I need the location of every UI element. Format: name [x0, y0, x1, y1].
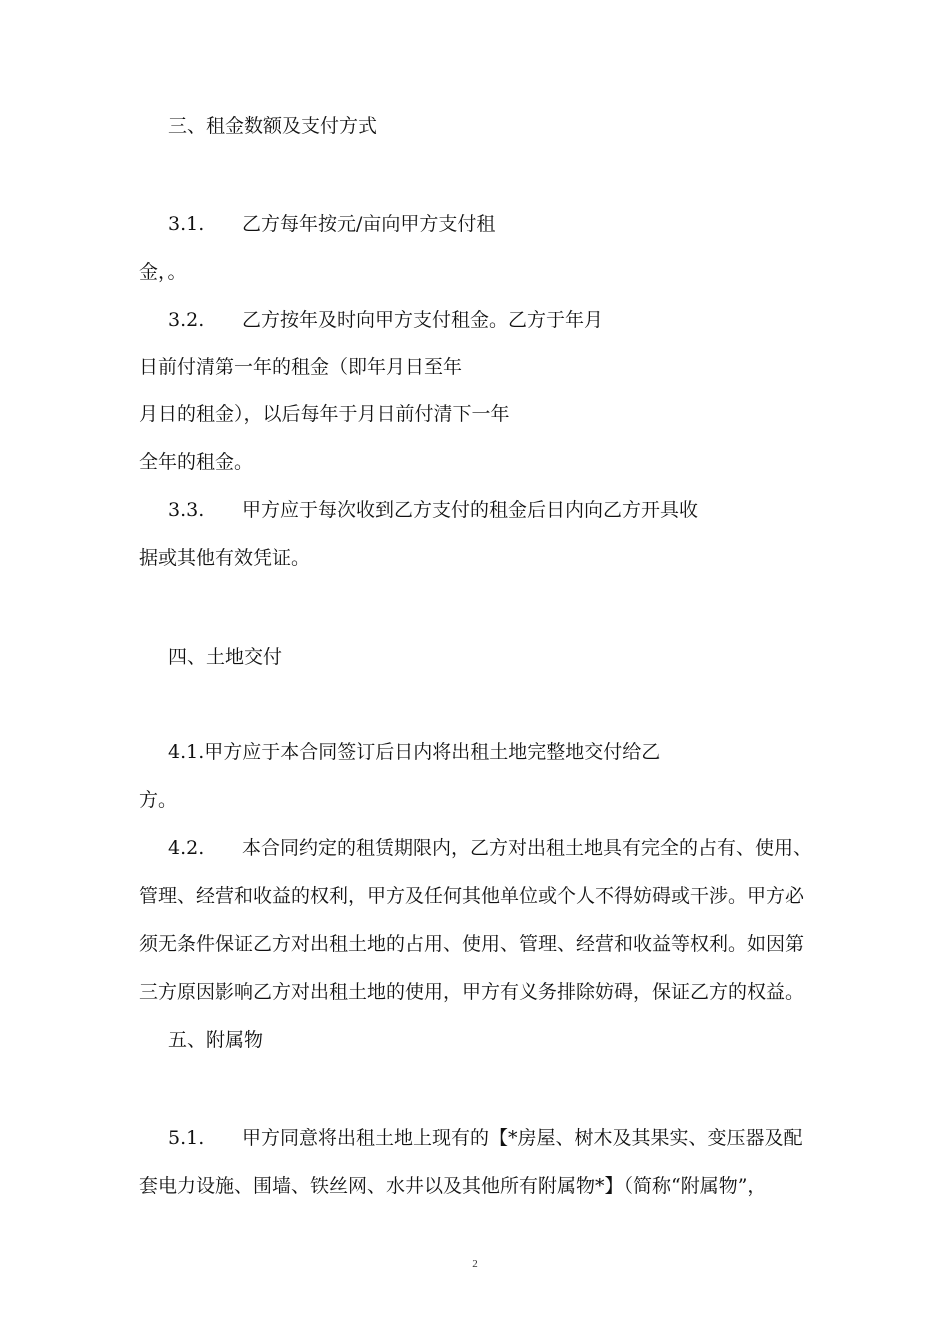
section-4-heading: 四、土地交付 — [168, 646, 283, 668]
clause-4-2-text: 本合同约定的租赁期限内，乙方对出租土地具有完全的占有、使用、 — [242, 837, 813, 859]
clause-4-2-line-2: 管理、经营和收益的权利，甲方及任何其他单位或个人不得妨碍或干涉。甲方必 — [139, 885, 805, 907]
clause-4-2-line-4: 三方原因影响乙方对出租土地的使用，甲方有义务排除妨碍，保证乙方的权益。 — [139, 981, 805, 1003]
clause-5-1-number: 5.1. — [168, 1127, 205, 1149]
clause-3-3-line-2: 据或其他有效凭证。 — [139, 547, 311, 569]
page-number: 2 — [472, 1258, 478, 1270]
clause-5-1-text: 甲方同意将出租土地上现有的【*房屋、树木及其果实、变压器及配 — [242, 1127, 803, 1149]
clause-5-1-line-1 — [168, 1126, 803, 1150]
clause-5-1-line-2: 套电力设施、围墙、铁丝网、水井以及其他所有附属物*】（简称“附属物”， — [139, 1175, 767, 1197]
clause-3-3-line-1 — [168, 498, 698, 522]
clause-3-3-number: 3.3. — [168, 499, 205, 521]
clause-3-1-line-1 — [168, 212, 495, 236]
section-5-heading: 五、附属物 — [168, 1029, 264, 1051]
clause-3-2-line-4: 全年的租金。 — [139, 451, 254, 473]
clause-3-1-line-2: 金，。 — [139, 261, 187, 283]
clause-4-2-number: 4.2. — [168, 837, 205, 859]
clause-3-1-text: 乙方每年按元/亩向甲方支付租 — [242, 213, 496, 235]
clause-3-1-number: 3.1. — [168, 213, 205, 235]
clause-4-2-line-1 — [168, 836, 812, 860]
section-3-heading: 三、租金数额及支付方式 — [168, 115, 378, 137]
clause-3-2-number: 3.2. — [168, 309, 205, 331]
clause-3-2-line-1 — [168, 308, 603, 332]
clause-3-2-line-3: 月日的租金），以后每年于月日前付清下一年 — [139, 403, 510, 425]
clause-3-2-line-2: 日前付清第一年的租金（即年月日至年 — [139, 356, 463, 378]
clause-3-3-text: 甲方应于每次收到乙方支付的租金后日内向乙方开具收 — [242, 499, 699, 521]
clause-3-2-text: 乙方按年及时向甲方支付租金。乙方于年月 — [242, 309, 604, 331]
clause-4-1-line-1: 4.1.甲方应于本合同签订后日内将出租土地完整地交付给乙 — [168, 741, 661, 763]
clause-4-1-line-2: 方。 — [139, 789, 178, 811]
clause-4-2-line-3: 须无条件保证乙方对出租土地的占用、使用、管理、经营和收益等权利。如因第 — [139, 933, 805, 955]
